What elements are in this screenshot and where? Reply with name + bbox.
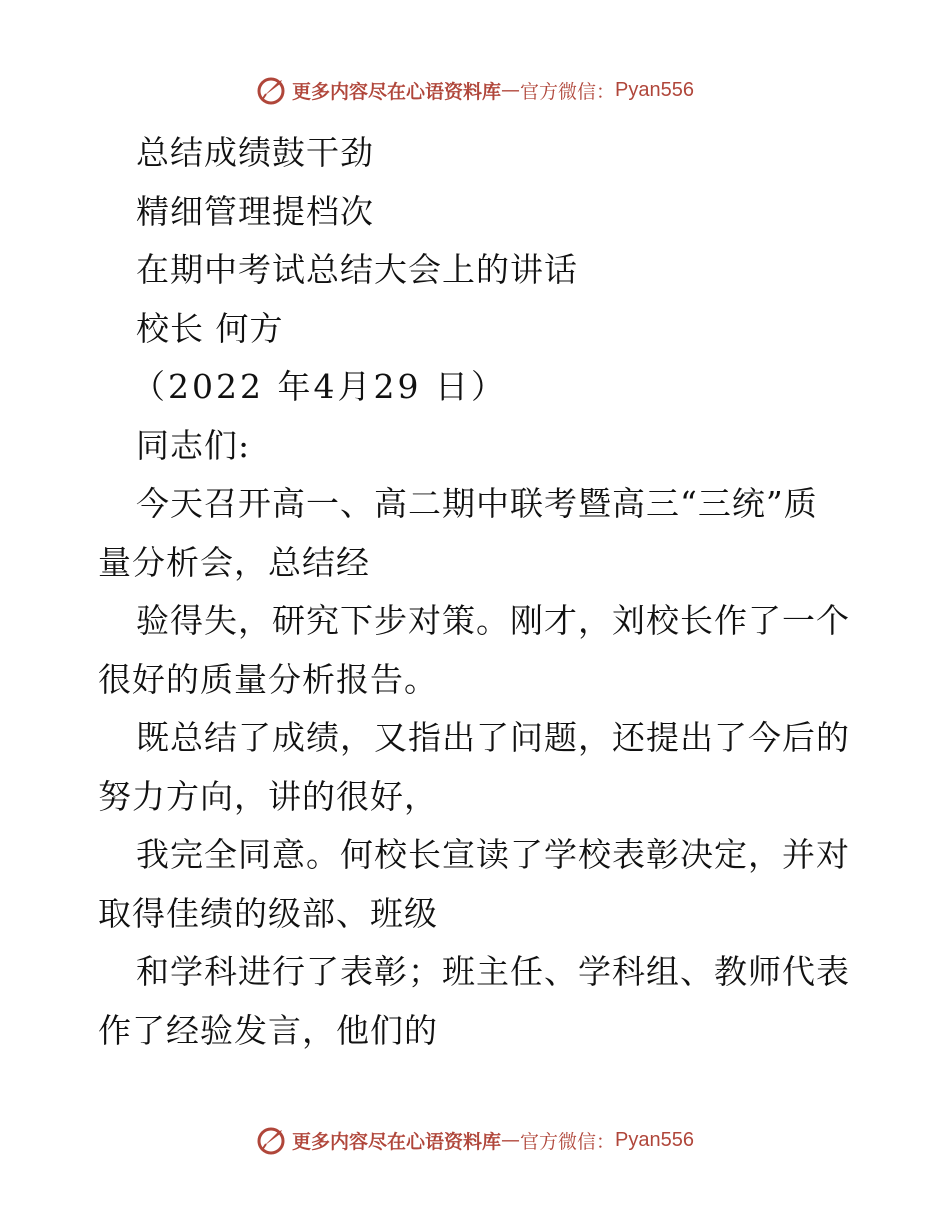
paragraph-line: 既总结了成绩，又指出了问题，还提出了今后的: [136, 718, 850, 757]
banner-text: 更多内容尽在心语资料库: [292, 1130, 502, 1153]
banner-wechat-id: Pyan556: [615, 78, 694, 101]
footer-banner: [0, 1120, 950, 1160]
banner-text: 更多内容尽在心语资料库: [292, 80, 502, 103]
header-banner: [0, 70, 950, 110]
title-line-1: 总结成绩鼓干劲: [136, 133, 374, 172]
paragraph-line: 我完全同意。何校长宣读了学校表彰决定，并对: [136, 835, 850, 874]
quill-logo-icon: [256, 74, 288, 106]
paragraph-line: 和学科进行了表彰；班主任、学科组、教师代表: [136, 952, 850, 991]
banner-label: 官方微信：: [520, 1130, 616, 1153]
paragraph-line: 很好的质量分析报告。: [98, 659, 438, 699]
banner-separator: —: [501, 79, 521, 101]
paragraph-line: 今天召开高一、高二期中联考暨高三“三统”质: [136, 484, 818, 523]
salutation: 同志们:: [136, 425, 251, 465]
banner-label: 官方微信：: [520, 80, 616, 103]
quill-logo-icon: [256, 1124, 288, 1156]
banner-separator: —: [501, 1129, 521, 1151]
title-line-2: 精细管理提档次: [136, 191, 374, 231]
paragraph-line: 量分析会，总结经: [98, 542, 370, 582]
subtitle: 在期中考试总结大会上的讲话: [136, 250, 578, 289]
paragraph-line: 努力方向，讲的很好，: [98, 776, 438, 816]
banner-wechat-id: Pyan556: [615, 1128, 694, 1151]
paragraph-line: 取得佳绩的级部、班级: [98, 893, 438, 933]
document-body: [98, 124, 858, 1060]
author: 校长 何方: [136, 308, 284, 348]
paragraph-line: 作了经验发言，他们的: [98, 1010, 438, 1050]
date: （2022 年4月29 日）: [132, 367, 507, 406]
paragraph-line: 验得失，研究下步对策。刚才，刘校长作了一个: [136, 601, 850, 640]
